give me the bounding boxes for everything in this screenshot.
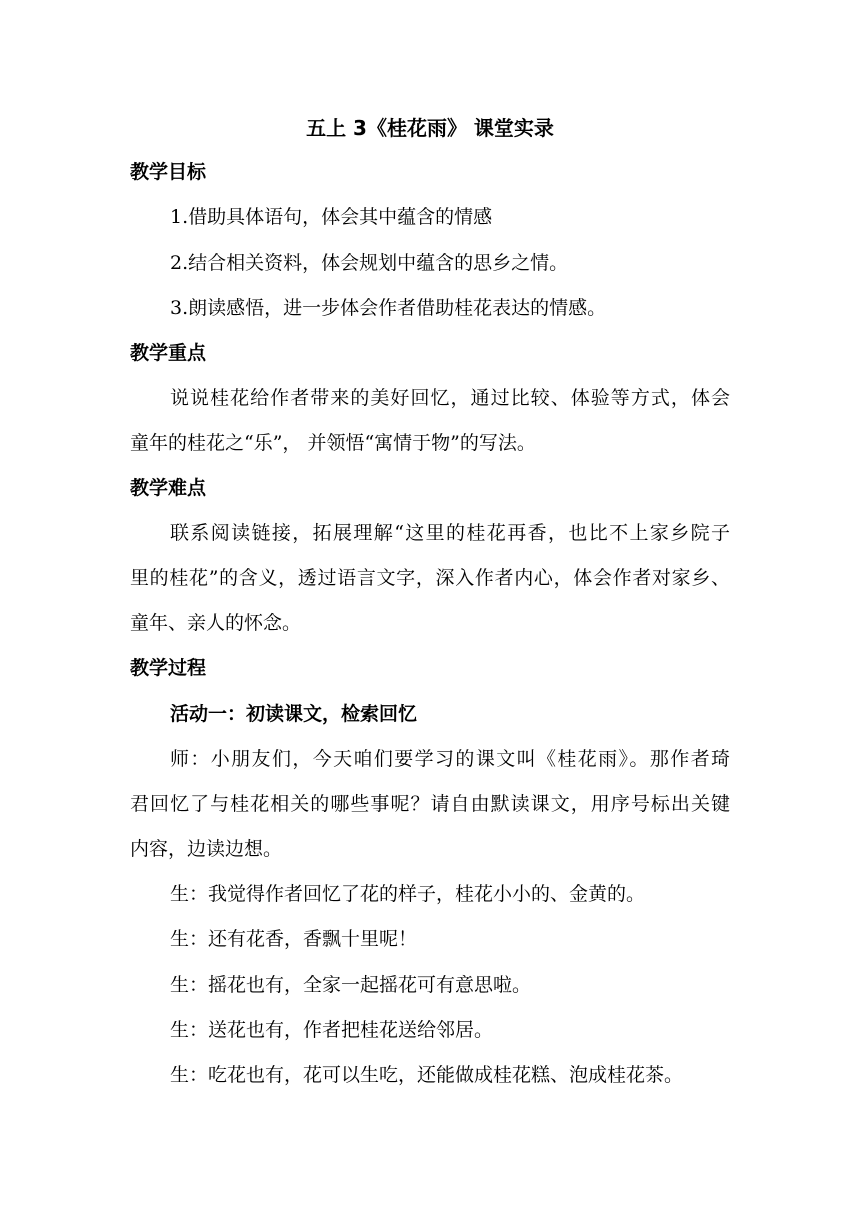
difficulty-heading: 教学难点 [130,477,207,499]
student-line: 生：送花也有，作者把桂花送给邻居。 [170,1019,494,1041]
focus-line: 说说桂花给作者带来的美好回忆，通过比较、体验等方式，体会 [170,387,730,409]
focus-line: 童年的桂花之“乐”， 并领悟“寓情于物”的写法。 [130,432,536,454]
goals-heading: 教学目标 [130,161,207,183]
student-line: 生：吃花也有，花可以生吃，还能做成桂花糕、泡成桂花茶。 [170,1064,684,1086]
goal-item: 1.借助具体语句，体会其中蕴含的情感 [170,206,493,228]
student-line: 生：还有花香，香飘十里呢！ [170,928,418,950]
student-line: 生：我觉得作者回忆了花的样子，桂花小小的、金黄的。 [170,883,646,905]
teacher-line: 师：小朋友们，今天咱们要学习的课文叫《桂花雨》。那作者琦 [170,748,730,770]
activity1-heading: 活动一：初读课文，检索回忆 [170,703,418,725]
teacher-line: 内容，边读边想。 [130,838,283,860]
difficulty-line: 联系阅读链接，拓展理解“这里的桂花再香，也比不上家乡院子 [170,522,730,544]
focus-heading: 教学重点 [130,342,207,364]
document-title: 五上 3《桂花雨》 课堂实录 [306,116,554,140]
difficulty-line: 童年、亲人的怀念。 [130,612,302,634]
goal-item: 2.结合相关资料，体会规划中蕴含的思乡之情。 [170,252,569,274]
goal-item: 3.朗读感悟，进一步体会作者借助桂花表达的情感。 [170,297,607,319]
teacher-line: 君回忆了与桂花相关的哪些事呢？请自由默读课文，用序号标出关键 [130,793,730,815]
student-line: 生：摇花也有，全家一起摇花可有意思啦。 [170,974,532,996]
process-heading: 教学过程 [130,657,207,679]
difficulty-line: 里的桂花”的含义，透过语言文字，深入作者内心，体会作者对家乡、 [130,567,730,589]
